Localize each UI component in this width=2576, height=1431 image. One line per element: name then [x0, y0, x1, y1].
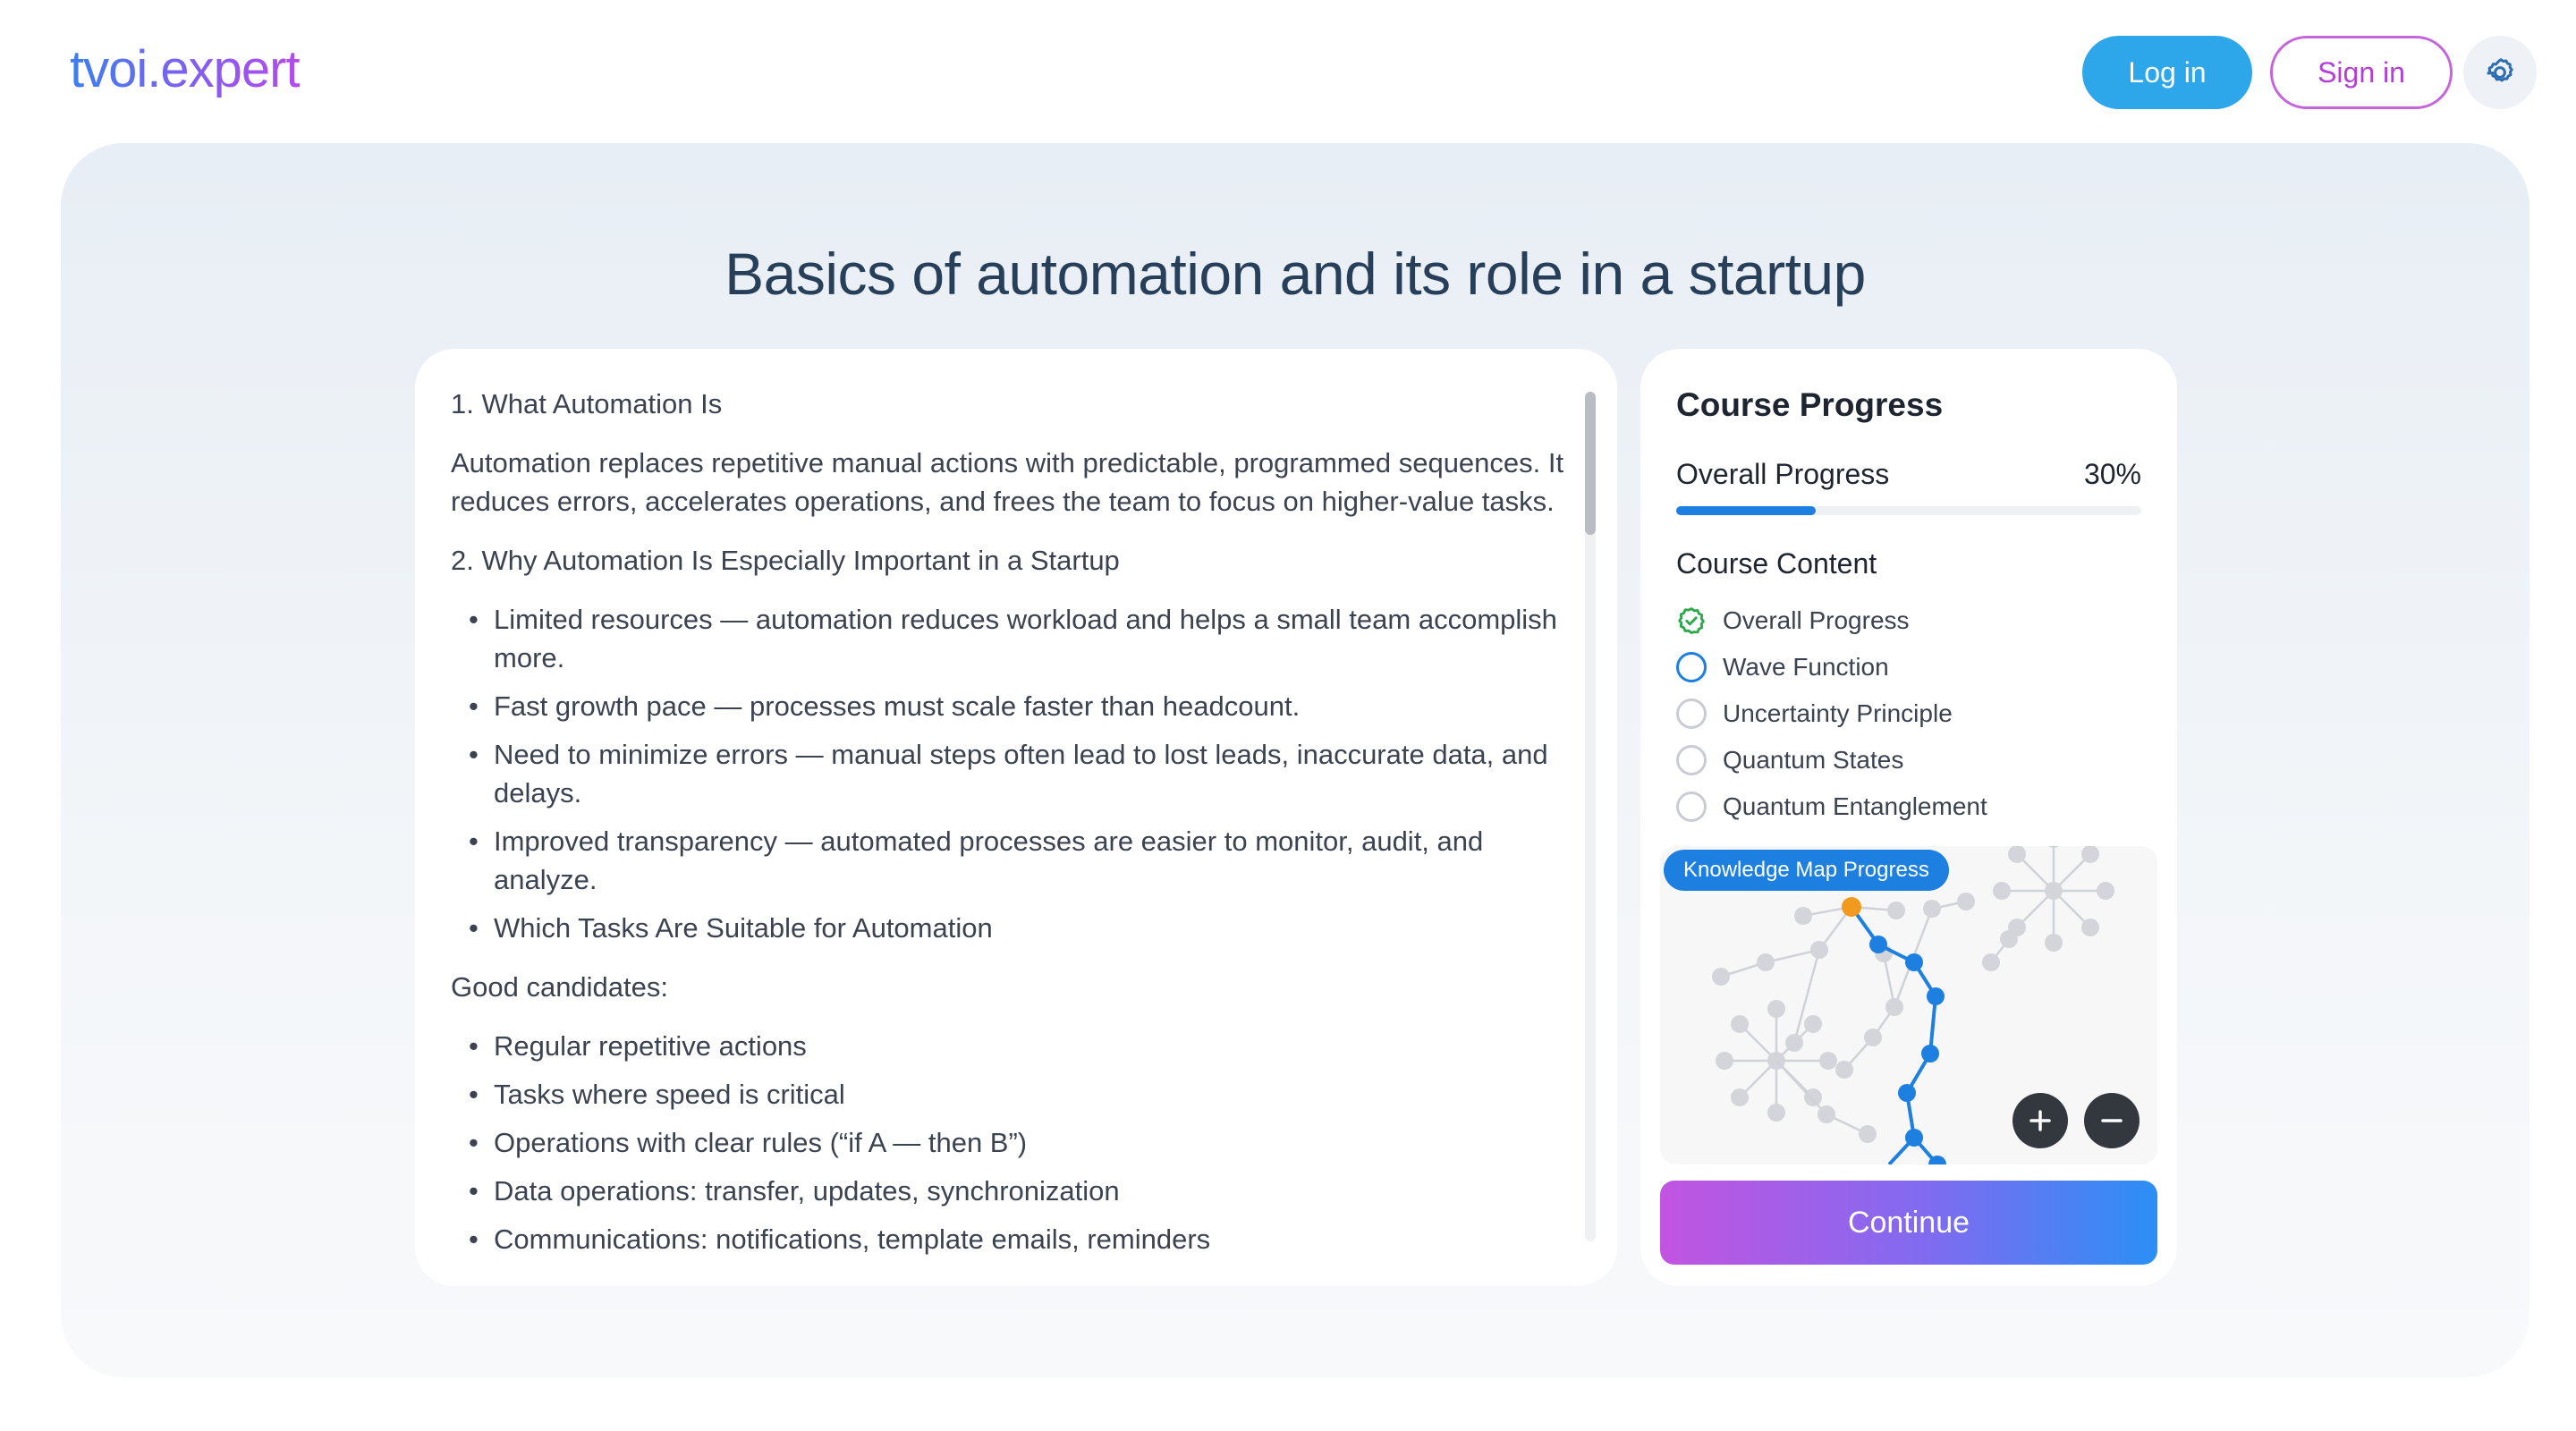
- map-node[interactable]: [1716, 1052, 1733, 1070]
- lesson-list: [451, 1027, 1569, 1258]
- map-node[interactable]: [1859, 1125, 1877, 1143]
- overall-progress-bar: [1676, 506, 2141, 515]
- map-node[interactable]: [1819, 1052, 1837, 1070]
- check-badge-icon: [1676, 605, 1707, 636]
- map-node[interactable]: [1818, 1105, 1835, 1123]
- lesson-paragraph: Good candidates:: [451, 971, 669, 1003]
- map-node[interactable]: [1864, 1029, 1882, 1046]
- map-node[interactable]: [1731, 1015, 1749, 1033]
- lesson-list-item: • Which Tasks Are Suitable for Automation: [451, 909, 1569, 947]
- knowledge-map-badge: Knowledge Map Progress: [1664, 850, 1949, 891]
- course-content-item-label: Overall Progress: [1723, 606, 1910, 634]
- overall-progress-value: 30%: [2083, 458, 2141, 490]
- overall-progress-bar-fill: [1676, 506, 1816, 515]
- scrollbar-thumb[interactable]: [1585, 392, 1596, 535]
- lesson-scrollbar[interactable]: [1585, 392, 1596, 1241]
- map-node[interactable]: [1804, 1088, 1822, 1106]
- map-node[interactable]: [2045, 934, 2063, 952]
- map-node[interactable]: [2000, 930, 2018, 948]
- lesson-list-item: • Data operations: transfer, updates, synchronization: [451, 1172, 1569, 1210]
- lesson-list-item: • Communications: notifications, template emails, reminders: [451, 1220, 1569, 1258]
- zoom-in-button[interactable]: [2012, 1093, 2068, 1148]
- step-circle-icon: [1676, 699, 1707, 729]
- logo[interactable]: tvoi.expert: [70, 40, 300, 98]
- map-node[interactable]: [1921, 1045, 1939, 1063]
- map-node[interactable]: [1794, 907, 1812, 925]
- lesson-list-item: • Need to minimize errors — manual steps often lead to lost leads, inaccurate data, and delays.: [451, 735, 1569, 812]
- lesson-text: [451, 385, 1569, 1286]
- lesson-list-item: • Limited resources — automation reduces workload and helps a small team accomplish more.: [451, 600, 1569, 677]
- map-node[interactable]: [1927, 987, 1945, 1005]
- map-node[interactable]: [1731, 1088, 1749, 1106]
- map-node[interactable]: [2081, 919, 2099, 936]
- overall-progress-label: Overall Progress: [1676, 458, 1890, 490]
- course-content-title: Course Content: [1676, 547, 1877, 580]
- plus-icon: [2027, 1107, 2054, 1134]
- lesson-content-card[interactable]: [415, 349, 1617, 1286]
- map-node[interactable]: [1885, 998, 1903, 1016]
- map-node[interactable]: [1923, 900, 1941, 918]
- map-node[interactable]: [1905, 953, 1923, 971]
- course-progress-card: [1640, 349, 2177, 1286]
- map-node[interactable]: [1804, 1015, 1822, 1033]
- map-node[interactable]: [1869, 936, 1887, 953]
- map-node[interactable]: [1957, 893, 1975, 910]
- map-node[interactable]: [1982, 953, 2000, 971]
- knowledge-map[interactable]: [1660, 846, 2157, 1164]
- map-node[interactable]: [2045, 882, 2063, 900]
- map-node[interactable]: [1905, 1129, 1923, 1147]
- lesson-paragraph: 2. Why Automation Is Especially Important in a Startup: [451, 545, 1120, 576]
- course-content-item-label: Quantum Entanglement: [1723, 792, 1987, 820]
- map-node[interactable]: [1810, 941, 1828, 959]
- step-circle-icon: [1676, 792, 1707, 822]
- settings-button[interactable]: [2463, 36, 2537, 109]
- continue-button[interactable]: Continue: [1660, 1181, 2157, 1265]
- knowledge-map-graph[interactable]: [1660, 846, 2157, 1164]
- map-node[interactable]: [2045, 846, 2063, 848]
- lesson-list-item: • Regular repetitive actions: [451, 1027, 1569, 1065]
- zoom-out-button[interactable]: [2084, 1093, 2140, 1148]
- lesson-list: [451, 600, 1569, 947]
- page-title: Basics of automation and its role in a startup: [724, 241, 1866, 307]
- course-content-item[interactable]: [1676, 597, 2141, 644]
- current-step-circle-icon: [1676, 652, 1707, 682]
- map-node[interactable]: [1835, 1061, 1853, 1079]
- gear-icon: [2482, 55, 2518, 90]
- map-node[interactable]: [2097, 882, 2114, 900]
- map-node[interactable]: [1887, 902, 1905, 919]
- map-node[interactable]: [1757, 953, 1775, 971]
- course-progress-title: Course Progress: [1676, 386, 1944, 423]
- map-node[interactable]: [1842, 897, 1861, 917]
- login-button[interactable]: Log in: [2082, 36, 2252, 109]
- top-header: [0, 0, 2576, 143]
- map-node[interactable]: [1898, 1084, 1916, 1102]
- map-edge: [1776, 1061, 1826, 1114]
- signin-button[interactable]: Sign in: [2270, 36, 2453, 109]
- map-node[interactable]: [1712, 968, 1730, 986]
- lesson-paragraph: Automation replaces repetitive manual actions with predictable, programmed sequences. It reduces errors, accelerates operations, and frees the team to focus on higher-value tasks.: [451, 447, 1564, 517]
- lesson-list-item: • Fast growth pace — processes must scale faster than headcount.: [451, 687, 1569, 725]
- lesson-list-item: • Tasks where speed is critical: [451, 1075, 1569, 1113]
- course-content-list: [1676, 597, 2141, 830]
- course-content-item[interactable]: [1676, 690, 2141, 737]
- course-content-item-label: Quantum States: [1723, 746, 1904, 774]
- course-content-item-label: Wave Function: [1723, 653, 1889, 681]
- course-content-item[interactable]: [1676, 737, 2141, 783]
- map-node[interactable]: [1785, 1034, 1803, 1052]
- course-content-item-label: Uncertainty Principle: [1723, 699, 1953, 727]
- lesson-paragraph: 1. What Automation Is: [451, 388, 723, 419]
- step-circle-icon: [1676, 745, 1707, 775]
- course-content-item[interactable]: [1676, 783, 2141, 830]
- course-content-item[interactable]: [1676, 644, 2141, 690]
- lesson-list-item: • Improved transparency — automated processes are easier to monitor, audit, and analyze.: [451, 822, 1569, 899]
- map-node[interactable]: [1767, 1104, 1785, 1122]
- minus-icon: [2098, 1107, 2125, 1134]
- map-node[interactable]: [1993, 882, 2011, 900]
- map-node[interactable]: [1767, 1000, 1785, 1018]
- lesson-list-item: • Operations with clear rules (“if A — then B”): [451, 1123, 1569, 1162]
